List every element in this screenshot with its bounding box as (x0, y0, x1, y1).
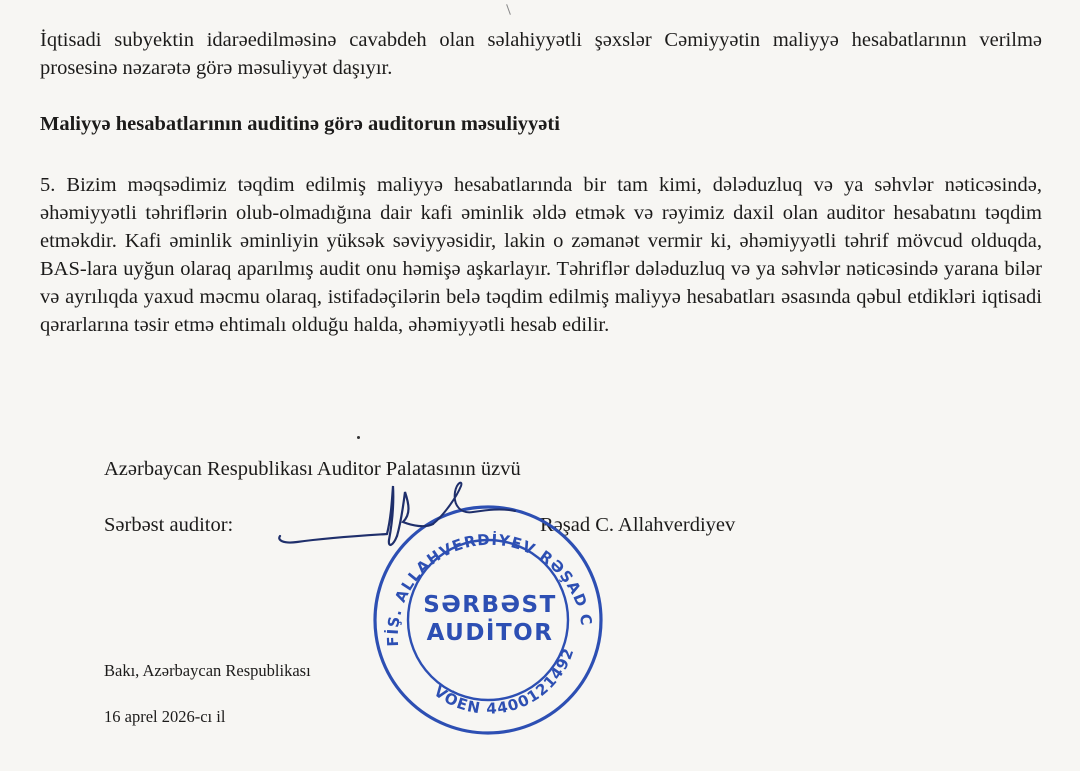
ink-dot (357, 436, 360, 439)
membership-line: Azərbaycan Respublikası Auditor Palatasının üzvü (104, 458, 521, 480)
handwritten-signature (275, 478, 525, 568)
section-heading: Maliyyə hesabatlarının auditinə görə auditorun məsuliyyəti (40, 113, 560, 135)
margin-tick-mark (506, 4, 511, 15)
stamp-bottom-text: VÖEN 4400121492 (430, 644, 578, 718)
date-line: 16 aprel 2026-cı il (104, 707, 226, 726)
stamp-ring-text: FİŞ. ALLAHVERDİYEV RƏŞAD CAMAL OĞLU (364, 488, 596, 647)
stamp-center-line-2: AUDİTOR (426, 620, 554, 646)
auditor-name: Rəşad C. Allahverdiyev (540, 514, 736, 536)
city-line: Bakı, Azərbaycan Respublikası (104, 661, 311, 680)
paragraph-5: 5. Bizim məqsədimiz təqdim edilmiş maliyyə hesabatlarında bir tam kimi, dələduzluq və ya səhvlər nəticəsində, əhəmiyyətli təhriflərin olub-olmadığına dair kafi əminlik əldə etmək və rəyimiz daxil olan auditor hesabatını təqdim etməkdir. Kafi əminlik əminliyin yüksək səviyyəsidir, lakin o zəmanət vermir ki, əhəmiyyətli təhrif mövcud olduqda, BAS-lara uyğun olaraq aparılmış audit onu həmişə aşkarlayır. Təhriflər dələduzluq və ya səhvlər nəticəsində yarana bilər və ayrılıqda yaxud məcmu olaraq, istifadəçilərin belə təqdim edilmiş maliyyə hesabatları əsasında qəbul etdikləri iqtisadi qərarlarına təsir etmə ehtimalı olduğu halda, əhəmiyyətli hesab edilir. (40, 174, 1042, 336)
stamp-center-line-1: SƏRBƏST (423, 592, 557, 618)
intro-paragraph: İqtisadi subyektin idarəedilməsinə cavabdeh olan səlahiyyətli şəxslər Cəmiyyətin maliyyə hesabatlarının verilmə prosesinə nəzarətə görə məsuliyyət daşıyır. (40, 29, 1042, 79)
auditor-label: Sərbəst auditor: (104, 514, 234, 536)
